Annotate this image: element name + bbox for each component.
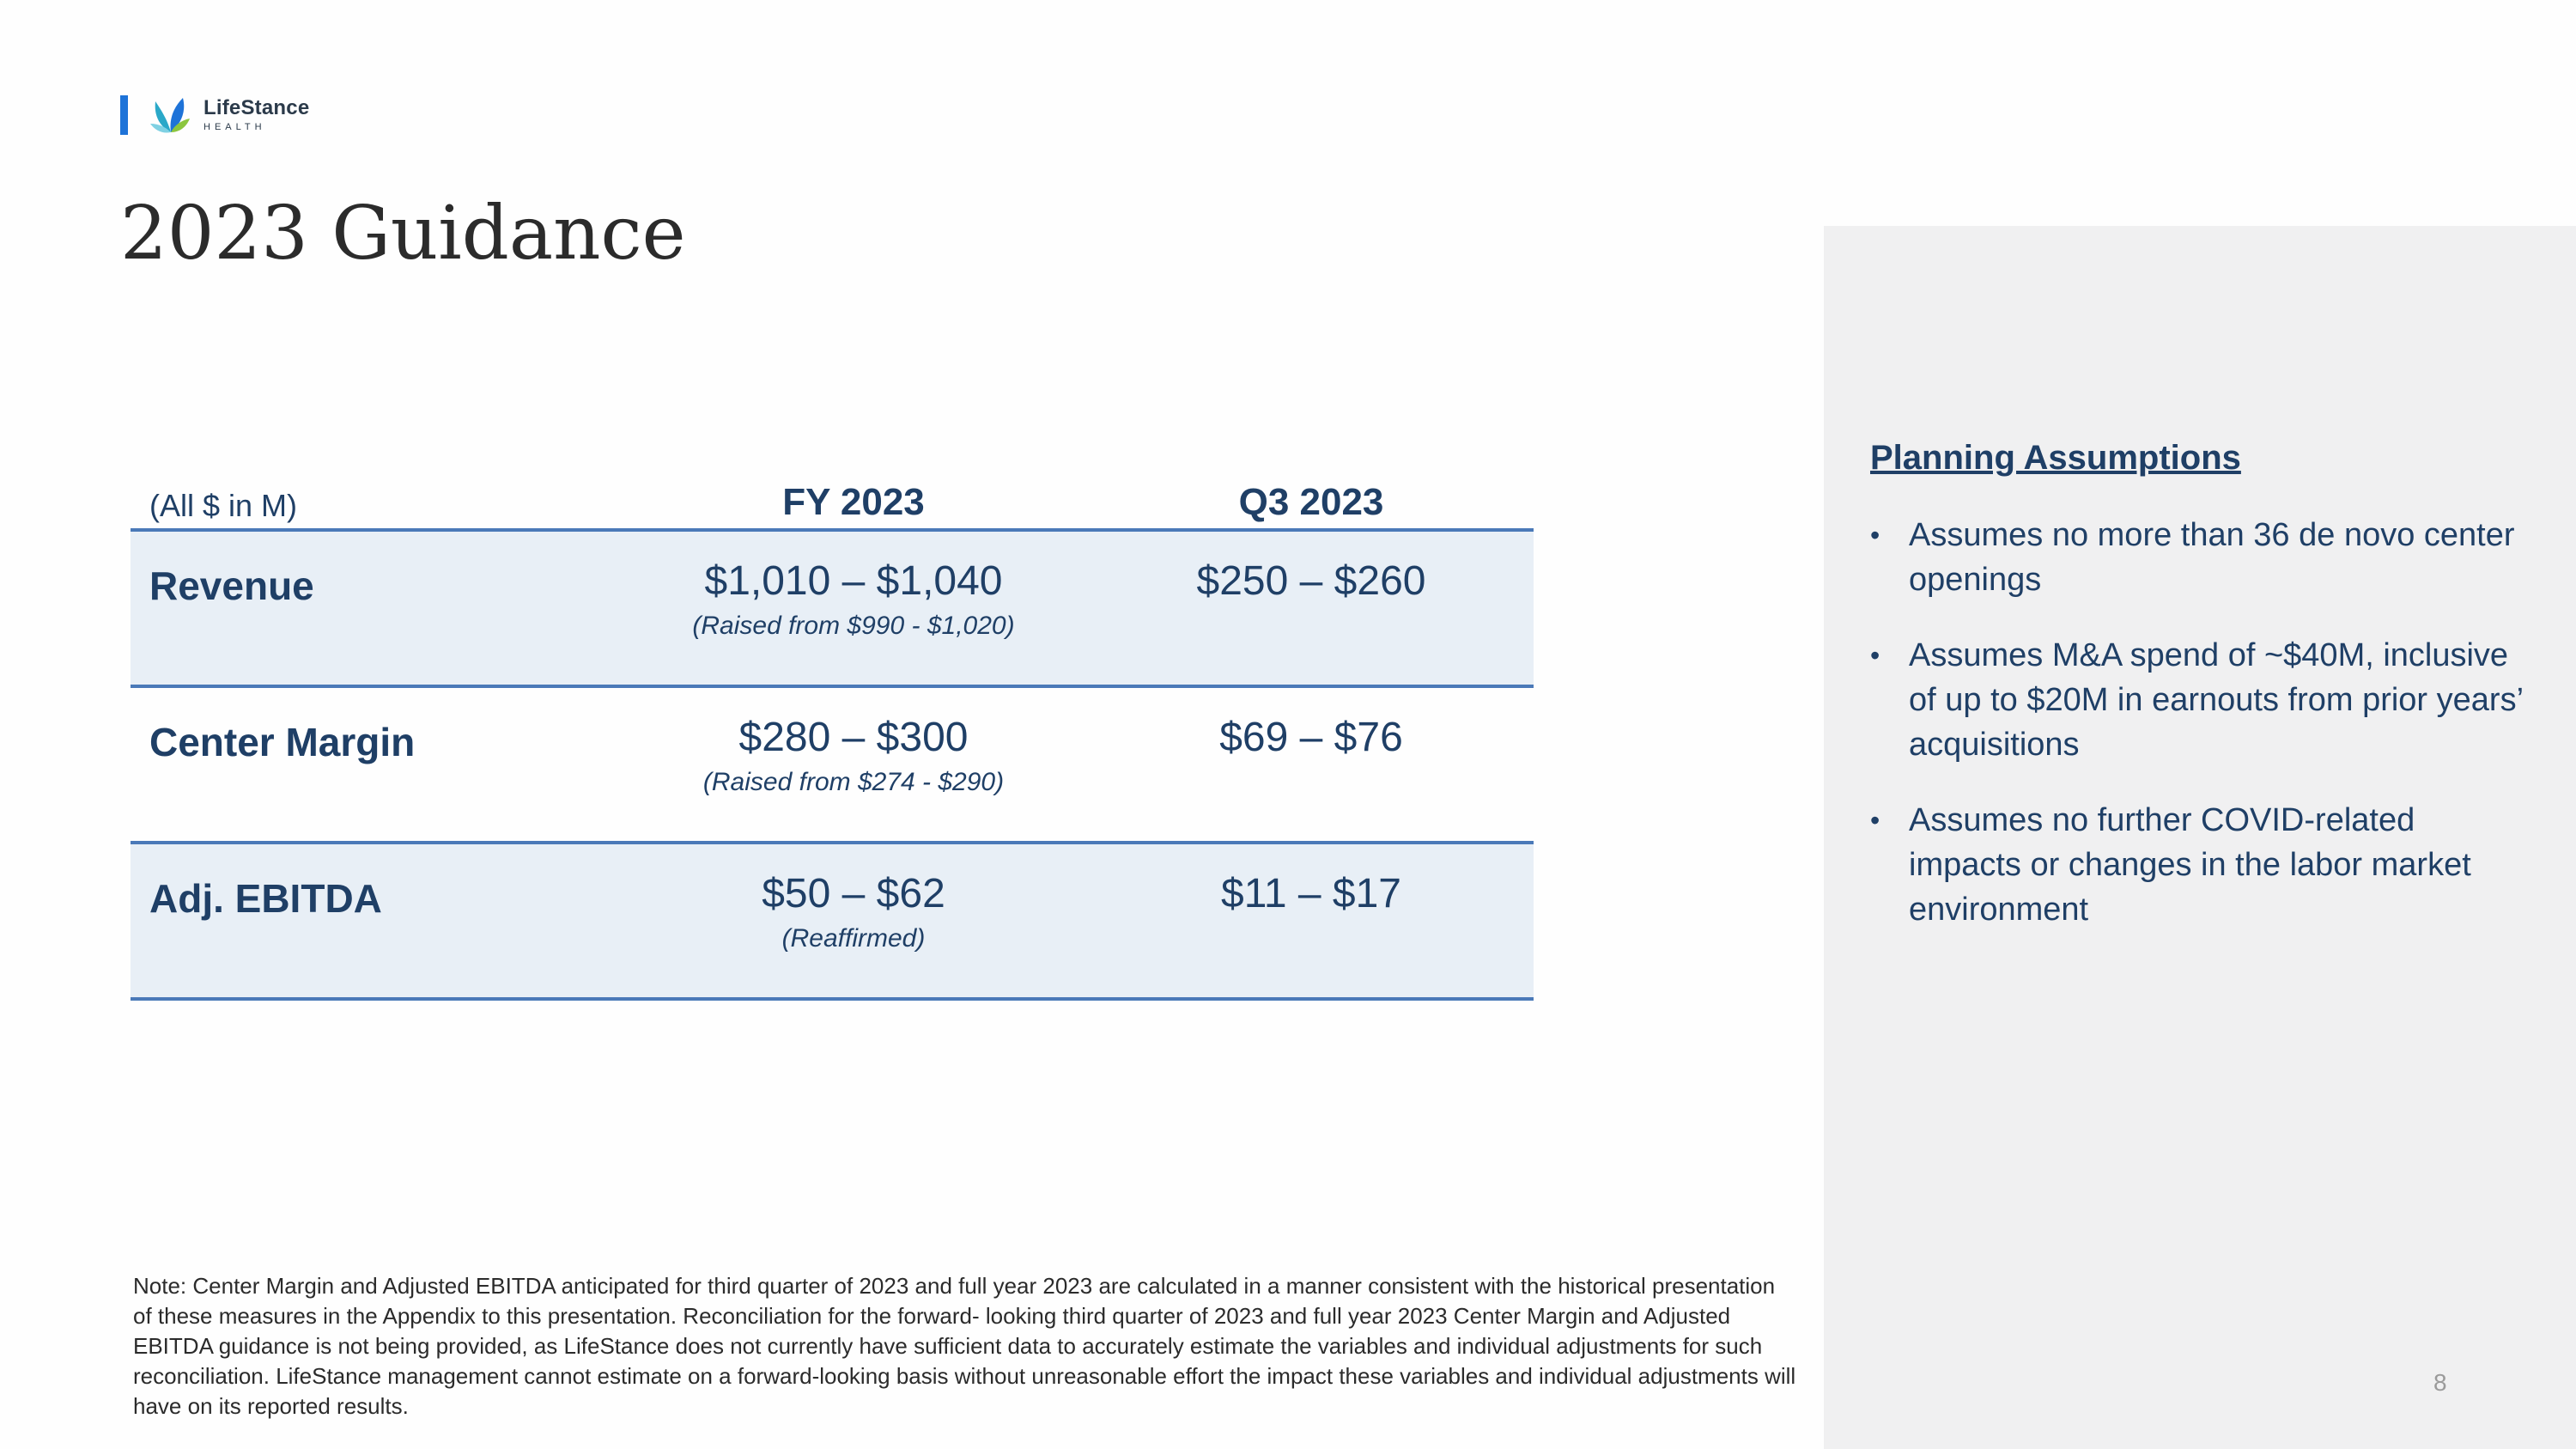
q3-value: $11 – $17 [1221, 871, 1401, 916]
column-header-fy: FY 2023 [782, 481, 925, 523]
fy-note: (Raised from $990 - $1,020) [692, 611, 1015, 640]
assumptions-heading: Planning Assumptions [1870, 439, 2241, 477]
assumptions-list [1870, 513, 2523, 963]
list-item: • Assumes no more than 36 de novo center openings [1870, 513, 2523, 602]
q3-value: $250 – $260 [1196, 558, 1426, 604]
fy-cell [673, 872, 1034, 953]
q3-cell [1131, 872, 1492, 917]
fy-value: $280 – $300 [738, 715, 969, 760]
list-item: • Assumes no further COVID-related impacts or changes in the labor market environment [1870, 798, 2523, 932]
logo-subtitle: HEALTH [204, 122, 266, 132]
fy-note: (Reaffirmed) [781, 923, 926, 953]
logo-accent-bar [120, 95, 128, 135]
fy-cell [673, 715, 1034, 797]
fy-value: $1,010 – $1,040 [704, 558, 1003, 604]
planning-assumptions-panel [1824, 226, 2576, 1449]
list-item: • Assumes M&A spend of ~$40M, inclusive of up to $20M in earnouts from prior years’ acquisitions [1870, 633, 2523, 767]
q3-cell [1131, 559, 1492, 605]
page-number: 8 [2433, 1369, 2447, 1396]
column-header-q3: Q3 2023 [1238, 481, 1384, 523]
q3-value: $69 – $76 [1219, 715, 1403, 760]
table-row-revenue [131, 532, 1534, 688]
q3-cell [1131, 715, 1492, 761]
logo-name: LifeStance [204, 96, 310, 119]
lifestance-logo [120, 93, 309, 137]
table-row-adj-ebitda [131, 844, 1534, 1001]
lifestance-leaf-icon [149, 93, 193, 137]
row-label: Adj. EBITDA [149, 876, 382, 921]
row-label: Revenue [149, 563, 314, 608]
units-label: (All $ in M) [149, 488, 298, 523]
footnote: Note: Center Margin and Adjusted EBITDA anticipated for third quarter of 2023 and full year 2023 are calculated in a manner consistent with the historical presentation of these measures in the Appendix to this presentation. Reconciliation for the forward- looking third quarter of 2023 and full year 2023 Center Margin and Adjusted EBITDA guidance is not being provided, as LifeStance does not currently have sufficient data to accurately estimate the variables and individual adjustments for such reconciliation. LifeStance management cannot estimate on a forward-looking basis without unreasonable effort the impact these variables and individual adjustments will have on its reported results. [133, 1273, 1796, 1419]
guidance-table [131, 528, 1534, 1001]
fy-note: (Raised from $274 - $290) [702, 767, 1005, 796]
table-row-center-margin [131, 688, 1534, 844]
fy-value: $50 – $62 [762, 871, 945, 916]
row-label: Center Margin [149, 720, 416, 764]
page-title: 2023 Guidance [120, 191, 686, 277]
fy-cell [673, 559, 1034, 641]
